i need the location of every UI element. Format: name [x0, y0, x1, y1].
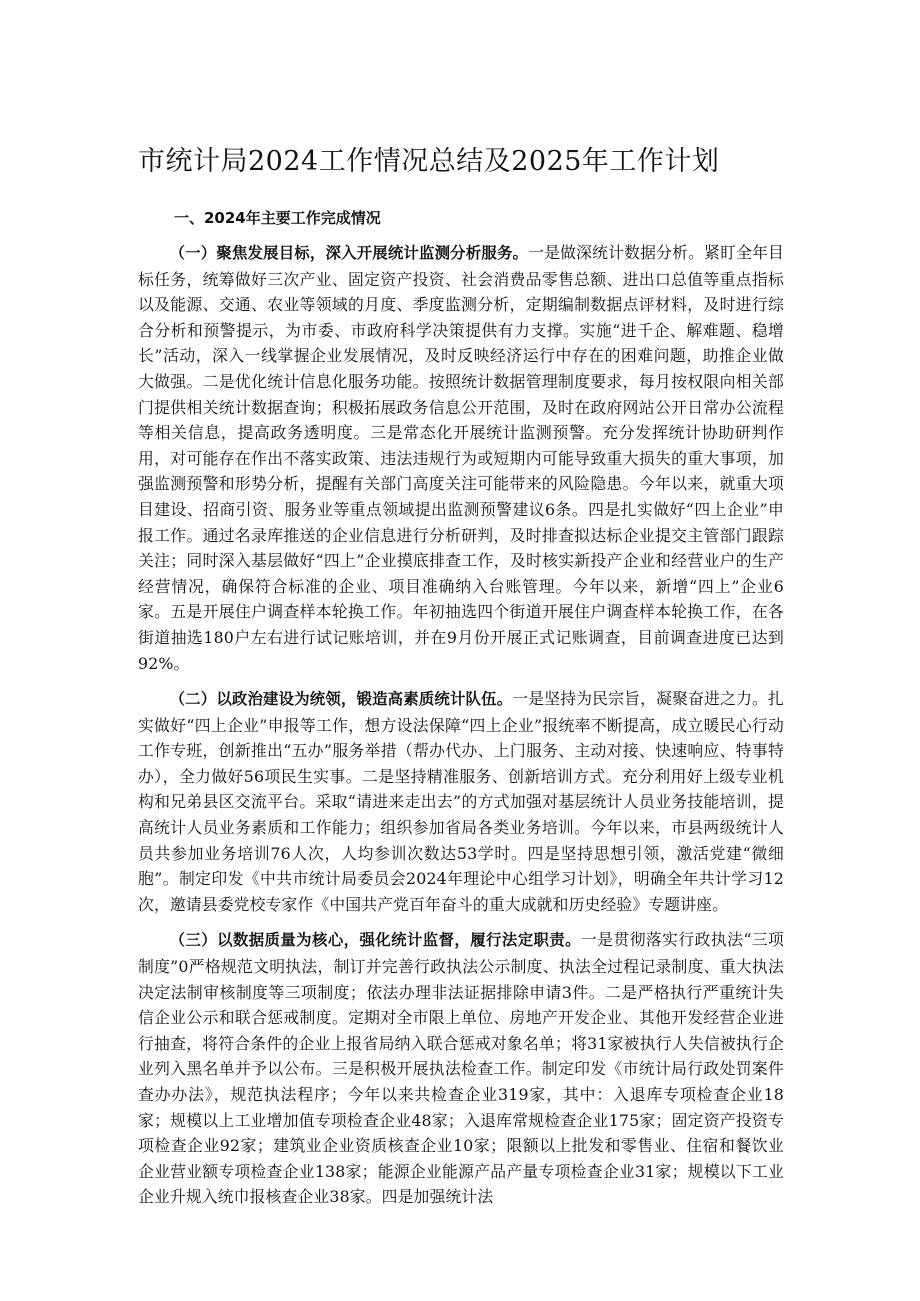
paragraph-3 — [138, 927, 784, 1210]
paragraph-2 — [138, 686, 784, 917]
paragraph-lead: （二）以政治建设为统领，锻造高素质统计队伍。 — [169, 690, 513, 709]
section-heading: 一、2024年主要工作完成情况 — [174, 209, 381, 227]
paragraph-body: 一是坚持为民宗旨，凝聚奋进之力。扎实做好“四上企业”申报等工作，想方设法保障“四上企业”报统率不断提高，成立暖民心行动工作专班，创新推出“五办”服务举措（帮办代办、上门服务、主动对接、快速响应、特事特办），全力做好56项民生实事。二是坚持精准服务、创新培训方式。充分利用好上级专业机构和兄弟县区交流平台。采取“请进来走出去”的方式加强对基层统计人员业务技能培训，提高统计人员业务素质和工作能力；组织参加省局各类业务培训。今年以来，市县两级统计人员共参加业务培训76人次，人均参训次数达53学时。四是坚持思想引领，激活党建“微细胞”。制定印发《中共市统计局委员会2024年理论中心组学习计划》，明确全年共计学习12次，邀请县委党校专家作《中国共产党百年奋斗的重大成就和历史经验》专题讲座。 — [138, 689, 784, 914]
paragraph-body: 一是做深统计数据分析。紧盯全年目标任务，统筹做好三次产业、固定资产投资、社会消费品零售总额、进出口总值等重点指标以及能源、交通、农业等领域的月度、季度监测分析，定期编制数据点评材料，及时进行综合分析和预警提示，为市委、市政府科学决策提供有力支撑。实施“进千企、解难题、稳增长”活动，深入一线掌握企业发展情况，及时反映经济运行中存在的困难问题，助推企业做大做强。二是优化统计信息化服务功能。按照统计数据管理制度要求，每月按权限向相关部门提供相关统计数据查询；积极拓展政务信息公开范围，及时在政府网站公开日常办公流程等相关信息，提高政务透明度。三是常态化开展统计监测预警。充分发挥统计协助研判作用，对可能存在作出不落实政策、违法违规行为或短期内可能导致重大损失的重大事项，加强监测预警和形势分析，提醒有关部门高度关注可能带来的风险隐患。今年以来，就重大项目建设、招商引资、服务业等重点领域提出监测预警建议6条。四是扎实做好“四上企业”申报工作。通过名录库推送的企业信息进行分析研判，及时排查拟达标企业提交主管部门跟踪关注；同时深入基层做好“四上”企业摸底排查工作，及时核实新投产企业和经营业户的生产经营情况，确保符合标准的企业、项目准确纳入台账管理。今年以来，新增“四上”企业6家。五是开展住户调查样本轮换工作。年初抽选四个街道开展住户调查样本轮换工作，在各街道抽选180户左右进行试记账培训，并在9月份开展正式记账调查，目前调查进度已达到92%。 — [138, 243, 785, 673]
paragraph-body: 一是贯彻落实行政执法“三项制度”0严格规范文明执法，制订并完善行政执法公示制度、执法全过程记录制度、重大执法决定法制审核制度等三项制度；依法办理非法证据排除申请3件。二是严格执行严重统计失信企业公示和联合惩戒制度。定期对全市限上单位、房地产开发企业、其他开发经营企业进行抽查，将符合条件的企业上报省局纳入联合惩戒对象名单；将31家被执行人失信被执行企业列入黑名单并予以公布。三是积极开展执法检查工作。制定印发《市统计局行政处罚案件查办办法》，规范执法程序；今年以来共检查企业319家，其中：入退库专项检查企业18家；规模以上工业增加值专项检查企业48家；入退库常规检查企业175家；固定资产投资专项检查企业92家；建筑业企业资质核查企业10家；限额以上批发和零售业、住宿和餐饮业企业营业额专项检查企业138家；能源企业能源产品产量专项检查企业31家；规模以下工业企业升规入统巾报核查企业38家。四是加强统计法 — [138, 930, 784, 1207]
paragraph-lead: （三）以数据质量为核心，强化统计监督，履行法定职责。 — [169, 931, 582, 950]
document-title: 市统计局2024工作情况总结及2025年工作计划 — [138, 146, 720, 177]
paragraph-1 — [138, 240, 784, 676]
paragraph-lead: （一）聚焦发展目标，深入开展统计监测分析服务。 — [169, 244, 529, 262]
